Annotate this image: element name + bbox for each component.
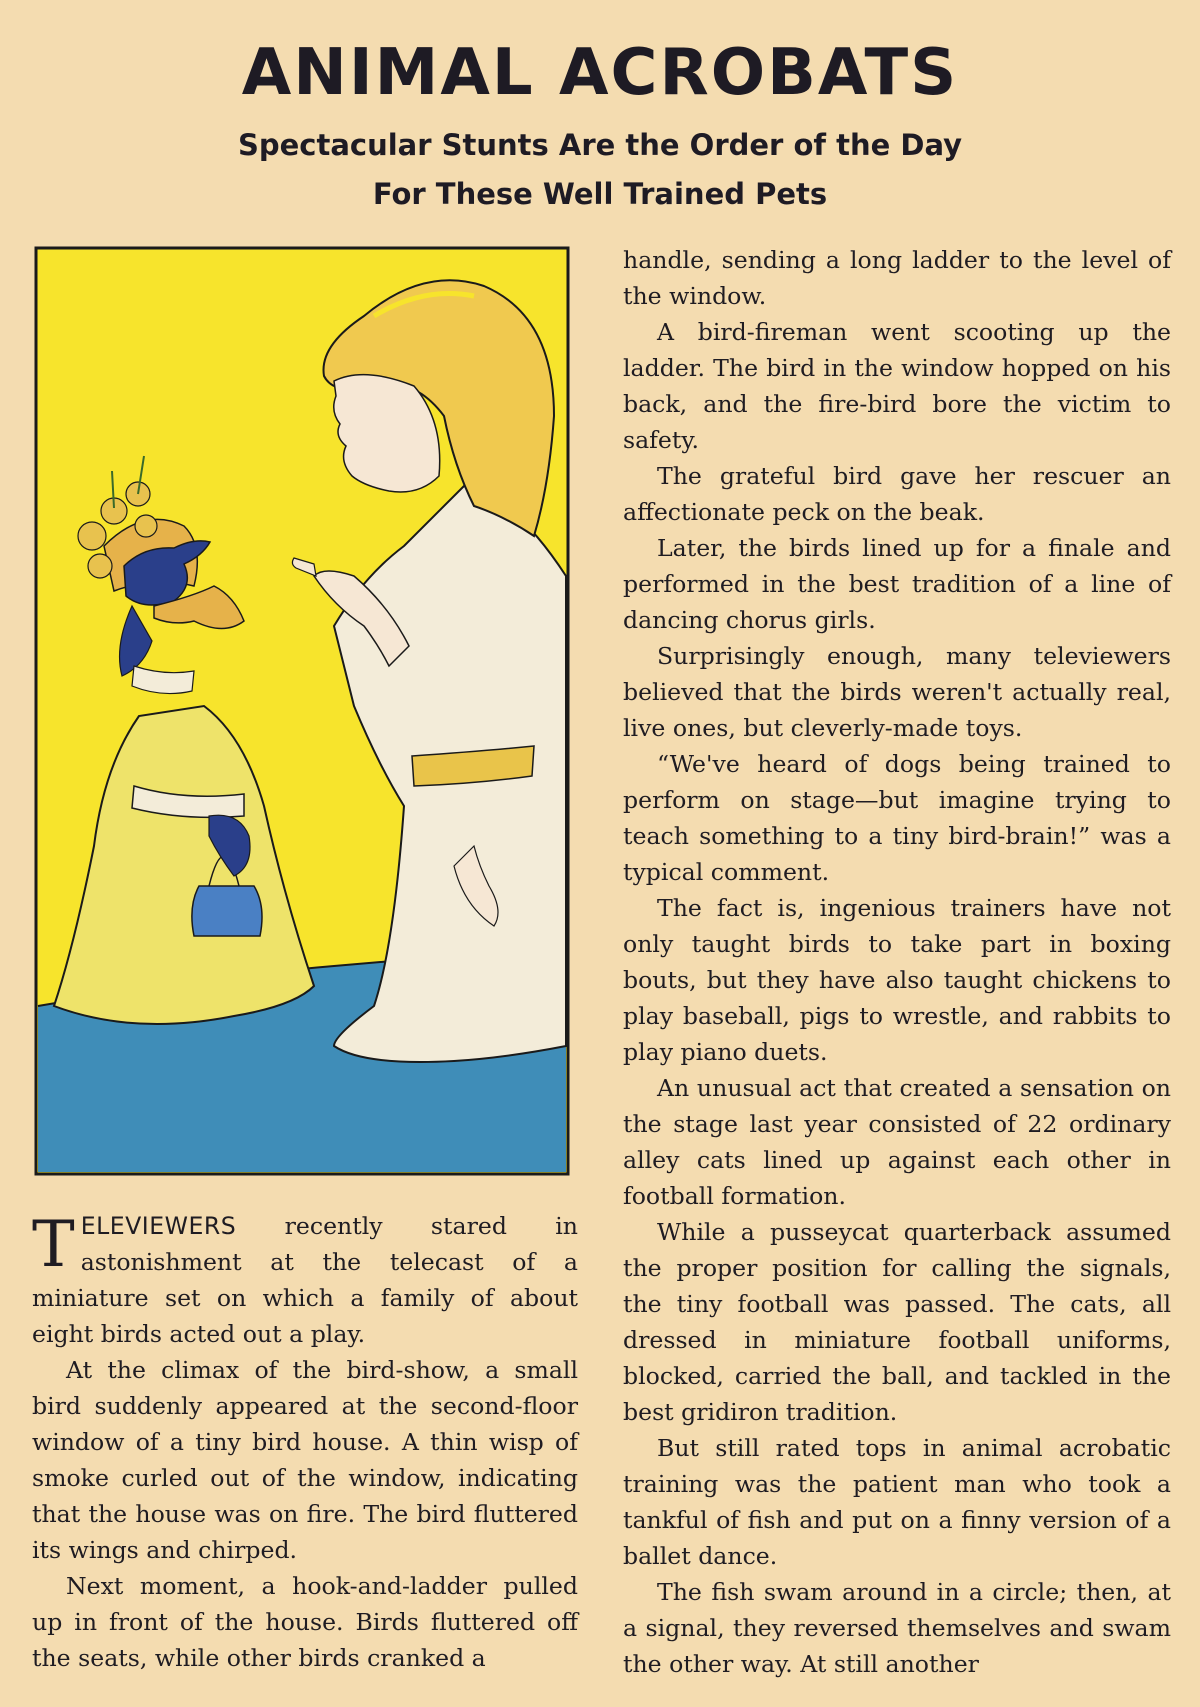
article-paragraph: An unusual act that created a sensation on the stage last year consisted of 22 ordinary alley cats lined up against each other in football formation.	[623, 1074, 1171, 1210]
article-paragraph	[32, 1208, 578, 1352]
article-paragraph: A bird-fireman went scooting up the ladder. The bird in the window hopped on his back, and the fire-bird bore the victim to safety.	[623, 318, 1171, 454]
article-paragraph: The fact is, ingenious trainers have not only taught birds to take part in boxing bouts, but they have also taught chickens to play baseball, pigs to wrestle, and rabbits to play piano duets.	[623, 894, 1171, 1066]
article-paragraph: The fish swam around in a circle; then, at a signal, they reversed themselves and swam the other way. At still another	[623, 1578, 1171, 1678]
article-illustration	[34, 246, 570, 1176]
page-title: ANIMAL ACROBATS	[241, 36, 959, 110]
drop-cap: T	[32, 1208, 75, 1282]
lead-word: ELEVIEWERS	[80, 1212, 237, 1240]
girl-and-dressed-bird-icon	[34, 246, 570, 1176]
article-paragraph: But still rated tops in animal acrobatic training was the patient man who took a tankful of fish and put on a finny version of a ballet dance.	[623, 1434, 1171, 1570]
article-paragraph: While a pusseycat quarterback assumed the proper position for calling the signals, the tiny football was passed. The cats, all dressed in miniature football uniforms, blocked, carried the ball, and tackled in the best gridiron tradition.	[623, 1218, 1171, 1426]
subtitle-line-2: For These Well Trained Pets	[372, 177, 828, 211]
article-paragraph: The grateful bird gave her rescuer an affectionate peck on the beak.	[623, 462, 1171, 526]
article-paragraph: Later, the birds lined up for a finale and performed in the best tradition of a line of dancing chorus girls.	[623, 534, 1171, 634]
subtitle-line-1: Spectacular Stunts Are the Order of the Day	[237, 128, 963, 162]
paragraph-text: recently stared in astonishment at the telecast of a miniature set on which a family of about eight birds acted out a play.	[32, 1212, 578, 1348]
article-paragraph: “We've heard of dogs being trained to perform on stage—but imagine trying to teach something to a tiny bird-brain!” was a typical comment.	[623, 750, 1171, 886]
article-paragraph: Next moment, a hook-and-ladder pulled up in front of the house. Birds fluttered off the seats, while other birds cranked a	[32, 1572, 578, 1672]
article-paragraph: At the climax of the bird-show, a small bird suddenly appeared at the second-floor window of a tiny bird house. A thin wisp of smoke curled out of the window, indicating that the house was on fire. The bird fluttered its wings and chirped.	[32, 1356, 578, 1564]
article-paragraph: Surprisingly enough, many televiewers believed that the birds weren't actually real, live ones, but cleverly-made toys.	[623, 642, 1171, 742]
article-column-right	[623, 242, 1171, 1682]
article-paragraph: handle, sending a long ladder to the level of the window.	[623, 246, 1171, 310]
article-column-left	[32, 1208, 578, 1676]
